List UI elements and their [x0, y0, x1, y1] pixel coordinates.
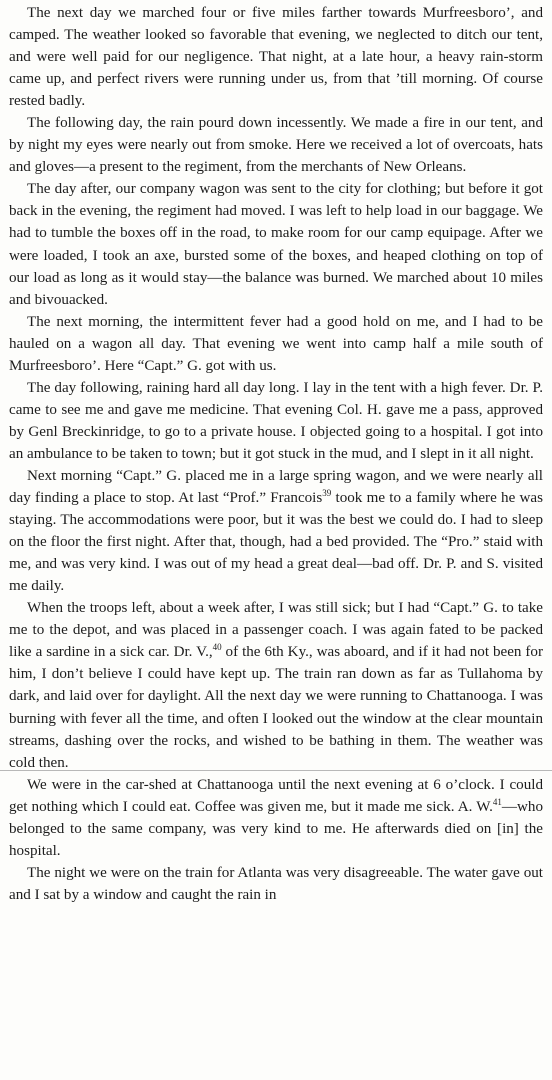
- paragraph-text: took me to a family where he was staying. The accommodations were poor, but it was the best we could do. I had to sleep on the floor the first night. After that, though, had a bed provided. The “Pro.” staid with me, and was very kind. I was out of my head a great deal—bad off. Dr. P. and S. visited me daily.: [9, 490, 543, 595]
- paragraph: [9, 2, 543, 112]
- paragraph: [9, 178, 543, 310]
- paragraph-text: When the troops left, about a week after, I was still sick; but I had “Capt.” G. to take me to the depot, and was placed in a passenger coach. I was again fated to be packed like a sardine in a sick car. Dr. V.,: [9, 600, 543, 661]
- footnote-marker: 40: [212, 642, 222, 653]
- paragraph: [9, 112, 543, 178]
- paragraph-text: —who belonged to the same company, was very kind to me. He afterwards died on [in] the hospital.: [9, 798, 543, 859]
- paragraph: [9, 774, 543, 862]
- paragraph: [9, 311, 543, 377]
- footnote-marker: 39: [322, 488, 332, 498]
- paragraph-text: The next morning, the intermittent fever had a good hold on me, and I had to be hauled on a wagon all day. That evening we went into camp half a mile south of Murfreesboro’. Here “Capt.” G. got with us.: [9, 313, 543, 374]
- paragraph-text: The next day we marched four or five miles farther towards Murfreesboro’, and camped. The weather looked so favorable that evening, we neglected to ditch our tent, and were well paid for our negligence. That night, at a late hour, a heavy rain-storm came up, and perfect rivers were running under us, from that ’till morning. Of course rested badly.: [9, 5, 543, 110]
- paragraph-text: of the 6th Ky., was aboard, and if it had not been for him, I don’t believe I could have kept up. The train ran down as far as Tullahoma by dark, and laid over for daylight. All the next day we were running to Chattanooga. I was burning with fever all the time, and often I looked out the window at the clear mountain streams, dashing over the rocks, and wished to be bathing in them. The weather was cold then.: [9, 644, 543, 771]
- paragraph: [9, 597, 543, 773]
- paragraph: [9, 862, 543, 906]
- paragraph-text: We were in the car-shed at Chattanooga until the next evening at 6 o’clock. I could get nothing which I could eat. Coffee was given me, but it made me sick. A. W.: [9, 776, 543, 815]
- paragraph-text: Next morning “Capt.” G. placed me in a large spring wagon, and we were nearly all day finding a place to stop. At last “Prof.” Francois: [9, 467, 543, 507]
- paragraph: [9, 377, 543, 465]
- body-text: [9, 2, 543, 906]
- paragraph: [9, 465, 543, 597]
- paragraph-text: The day after, our company wagon was sent to the city for clothing; but before it got back in the evening, the regiment had moved. I was left to help load in our baggage. We had to tumble the boxes off in the road, to make room for our camp equipage. After we were loaded, I took an axe, bursted some of the boxes, and heaped clothing on top of our load as long as it would stay—the balance was burned. We marched about 10 miles and bivouacked.: [9, 181, 543, 308]
- paragraph-text: The following day, the rain pourd down incessently. We made a fire in our tent, and by night my eyes were nearly out from smoke. Here we received a lot of overcoats, hats and gloves—a present to the regiment, from the merchants of New Orleans.: [9, 115, 543, 176]
- paragraph-text: The day following, raining hard all day long. I lay in the tent with a high fever. Dr. P. came to see me and gave me medicine. That evening Col. H. gave me a pass, approved by Genl Breckinridge, to go to a private house. I objected going to a hospital. I got into an ambulance to be taken to town; but it got stuck in the mud, and I slept in it all night.: [9, 379, 543, 462]
- paragraph-text: The night we were on the train for Atlanta was very disagreeable. The water gave out and I sat by a window and caught the rain in: [9, 864, 543, 903]
- footnote-marker: 41: [492, 796, 502, 807]
